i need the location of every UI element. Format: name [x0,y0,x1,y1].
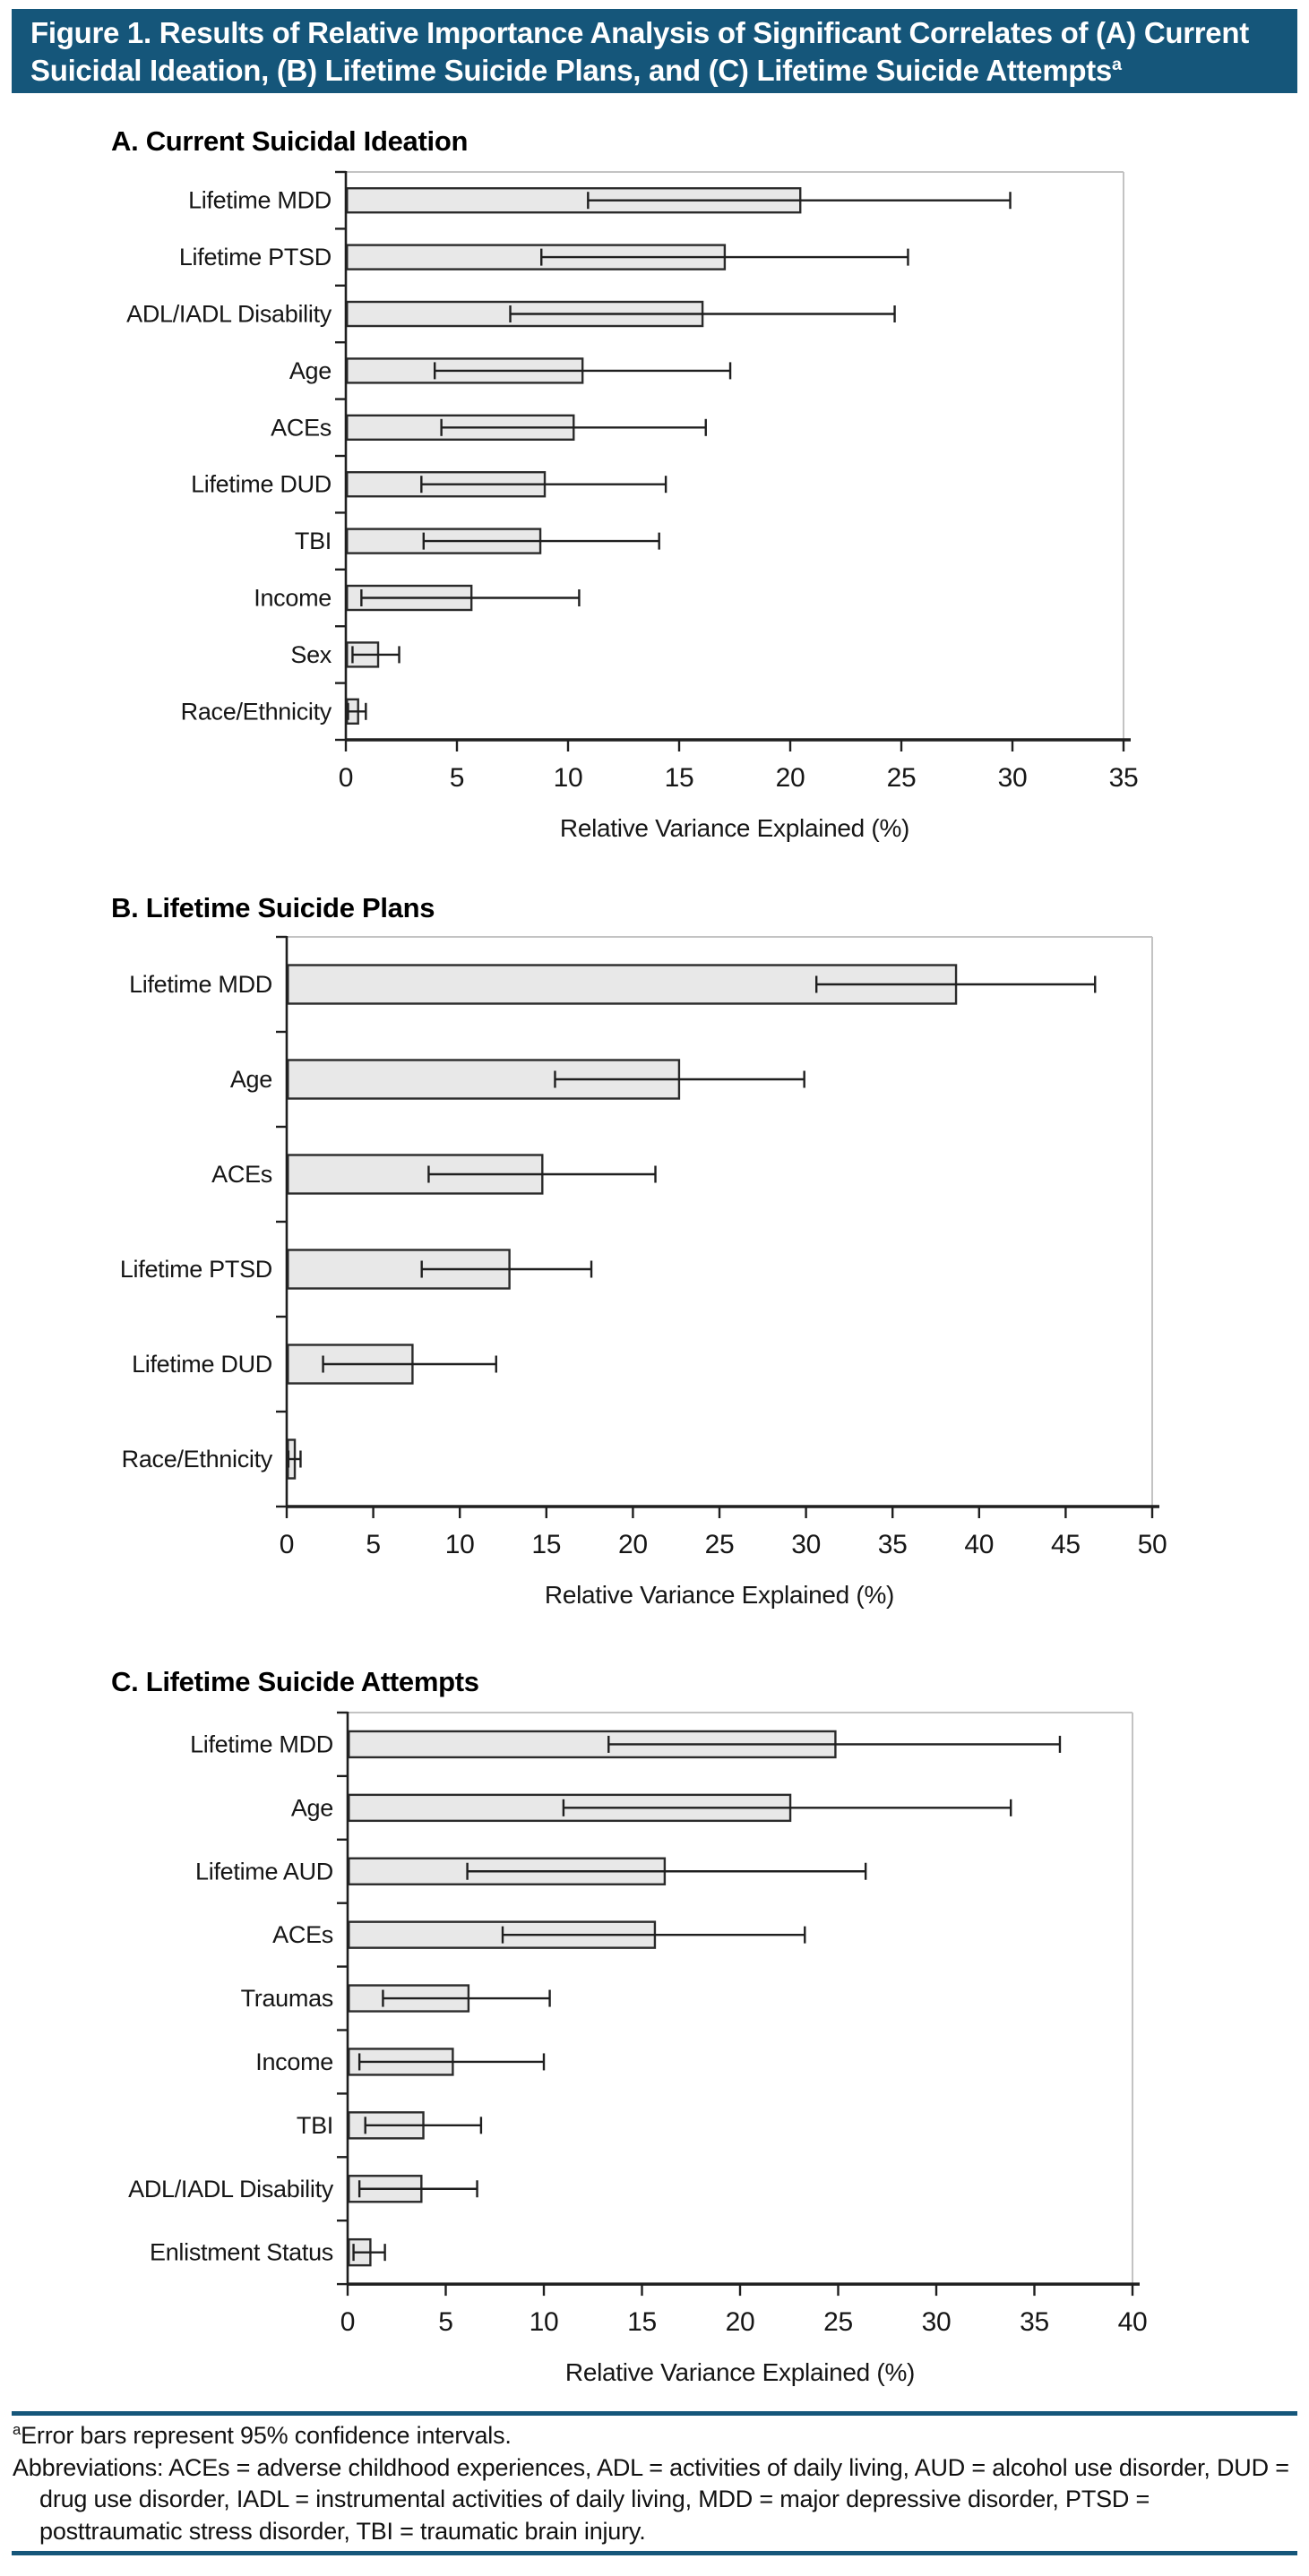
chart-c-lifetime-suicide-attempts [0,1658,1309,2401]
category-label-6: Income [255,2048,333,2075]
category-label-4: Age [288,356,332,384]
x-tick-label-0: 0 [279,1530,295,1559]
panel-b-title: B. Lifetime Suicide Plans [111,892,435,923]
chart-a-current-suicidal-ideation [0,116,1309,860]
category-label-4: Lifetime PTSD [119,1256,272,1283]
category-label-3: ADL/IADL Disability [126,300,332,328]
category-label-3: Lifetime AUD [195,1858,333,1885]
x-tick-label-20: 20 [618,1530,648,1559]
x-tick-label-0: 0 [340,2307,356,2338]
x-tick-label-40: 40 [964,1530,995,1559]
figure-title-superscript: a [1111,55,1122,74]
x-tick-label-10: 10 [553,763,583,793]
footnote-top-rule [12,2411,1297,2416]
x-tick-label-5: 5 [438,2307,453,2338]
footnote-abbreviations: Abbreviations: ACEs = adverse childhood experiences, ADL = activities of daily living, AUD = alcohol use disorder, DUD = drug use disorder, IADL = instrumental activities of daily living, MDD = major depressive disorder, PTSD = posttraumatic stress disorder, TBI = traumatic brain injury. [13,2453,1289,2545]
category-label-5: ACEs [271,414,332,442]
figure-title-bar [12,9,1297,93]
x-tick-label-50: 50 [1137,1530,1167,1559]
category-label-2: Age [229,1066,272,1093]
category-label-9: Sex [290,640,332,668]
category-label-1: Lifetime MDD [129,971,272,998]
x-tick-label-35: 35 [1108,763,1139,793]
panel-c-title: C. Lifetime Suicide Attempts [111,1666,479,1697]
x-tick-label-5: 5 [449,763,465,793]
x-tick-label-10: 10 [444,1530,475,1559]
x-tick-label-10: 10 [529,2307,559,2338]
x-tick-label-35: 35 [1020,2307,1049,2338]
chart-b-lifetime-suicide-plans [0,882,1309,1626]
category-label-4: ACEs [272,1921,333,1949]
category-label-8: ADL/IADL Disability [128,2175,333,2202]
category-label-7: TBI [294,528,332,555]
x-tick-label-5: 5 [366,1530,381,1559]
x-tick-label-25: 25 [823,2307,853,2338]
category-label-5: Lifetime DUD [132,1351,272,1378]
category-label-1: Lifetime MDD [188,186,332,214]
figure-title-main: Figure 1. Results of Relative Importance Analysis of Significant Correlates of (A) Current Suicidal Ideation, (B) Lifetime Suicide Plans, and (C) Lifetime Suicide Attempts [30,16,1249,87]
x-tick-label-40: 40 [1117,2307,1148,2338]
x-axis-label: Relative Variance Explained (%) [564,2358,916,2387]
panel-a-title: A. Current Suicidal Ideation [111,125,469,157]
x-tick-label-15: 15 [627,2307,657,2338]
category-label-2: Lifetime PTSD [178,244,332,271]
category-label-2: Age [290,1794,333,1822]
x-tick-label-45: 45 [1051,1530,1081,1559]
footnote-error-bars-line [13,2420,1297,2452]
x-tick-label-30: 30 [997,763,1028,793]
x-tick-label-20: 20 [775,763,805,793]
category-label-1: Lifetime MDD [190,1730,333,1758]
category-label-6: Race/Ethnicity [121,1446,272,1473]
category-label-7: TBI [296,2111,333,2139]
x-tick-label-15: 15 [531,1530,562,1559]
x-axis-label: Relative Variance Explained (%) [544,1581,895,1609]
category-label-3: ACEs [211,1161,272,1188]
category-label-5: Traumas [240,1985,333,2013]
x-tick-label-30: 30 [921,2307,952,2338]
category-label-9: Enlistment Status [150,2238,333,2266]
x-tick-label-30: 30 [791,1530,821,1559]
x-axis-label: Relative Variance Explained (%) [559,814,910,842]
category-label-6: Lifetime DUD [191,470,332,498]
x-tick-label-0: 0 [338,763,354,793]
footnote-superscript: a [13,2421,22,2438]
footnote-bottom-rule [12,2551,1297,2555]
figure-title [30,14,1281,90]
footnote [13,2420,1297,2547]
x-tick-label-20: 20 [725,2307,755,2338]
footnote-error-bars-text: Error bars represent 95% confidence intervals. [21,2422,512,2449]
category-label-8: Income [254,584,332,612]
x-tick-label-35: 35 [877,1530,908,1559]
category-label-10: Race/Ethnicity [180,698,332,726]
x-tick-label-15: 15 [664,763,694,793]
x-tick-label-25: 25 [886,763,917,793]
x-tick-label-25: 25 [704,1530,735,1559]
